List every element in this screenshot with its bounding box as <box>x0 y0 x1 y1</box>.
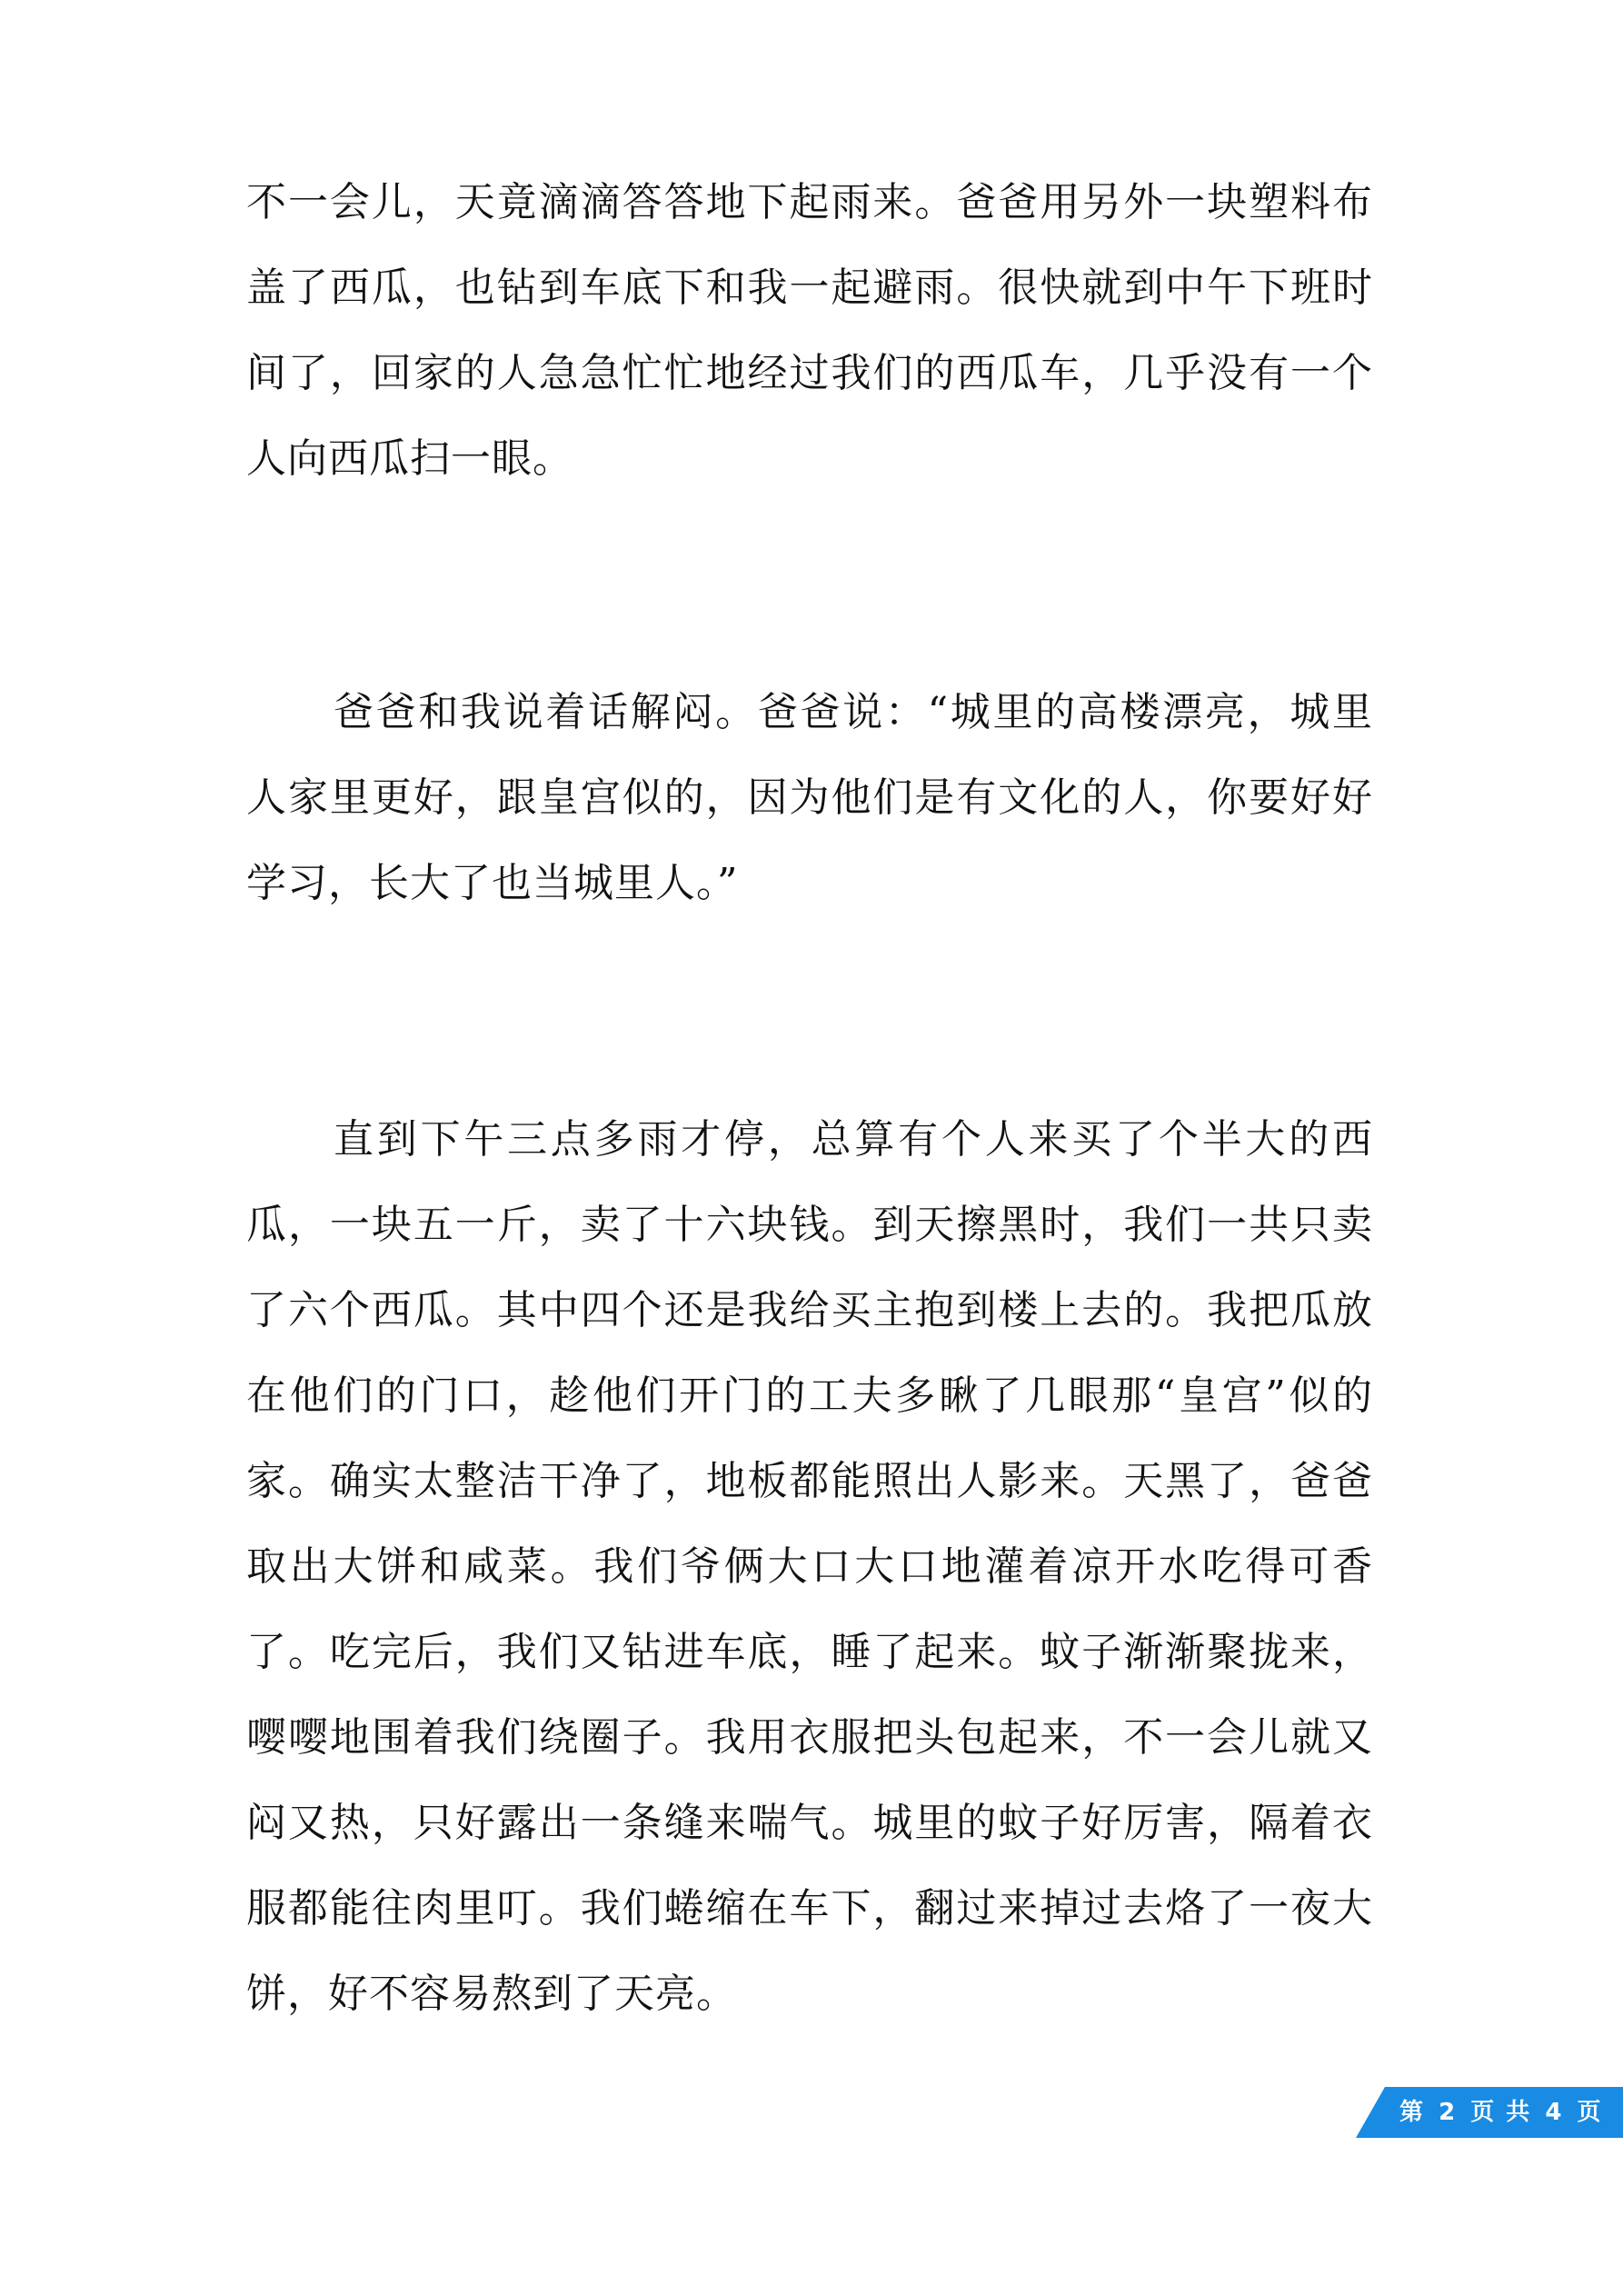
paragraph-1: 不一会儿，天竟滴滴答答地下起雨来。爸爸用另外一块塑料布盖了西瓜，也钻到车底下和我一起避雨。很快就到中午下班时间了，回家的人急急忙忙地经过我们的西瓜车，几乎没有一个人向西瓜扫一眼。 <box>246 179 1373 482</box>
paragraph-3: 直到下午三点多雨才停，总算有个人来买了个半大的西瓜，一块五一斤，卖了十六块钱。到天擦黑时，我们一共只卖了六个西瓜。其中四个还是我给买主抱到楼上去的。我把瓜放在他们的门口，趁他们开门的工夫多瞅了几眼那“皇宫”似的家。确实太整洁干净了，地板都能照出人影来。天黑了，爸爸取出大饼和咸菜。我们爷俩大口大口地灌着凉开水吃得可香了。吃完后，我们又钻进车底，睡了起来。蚊子渐渐聚拢来，嘤嘤地围着我们绕圈子。我用衣服把头包起来，不一会儿就又闷又热，只好露出一条缝来喘气。城里的蚊子好厉害，隔着衣服都能往肉里叮。我们蜷缩在车下，翻过来掉过去烙了一夜大饼，好不容易熬到了天亮。 <box>246 1116 1373 2017</box>
page-suffix: 页 <box>1577 2099 1603 2126</box>
page-middle-text: 页 共 <box>1470 2099 1532 2126</box>
total-pages-number: 4 <box>1545 2099 1564 2126</box>
page-prefix: 第 <box>1399 2099 1426 2126</box>
current-page-number: 2 <box>1439 2099 1458 2126</box>
page-number-label <box>1399 2087 1603 2138</box>
paragraph-2: 爸爸和我说着话解闷。爸爸说：“城里的高楼漂亮，城里人家里更好，跟皇宫似的，因为他们是有文化的人，你要好好学习，长大了也当城里人。” <box>246 689 1373 906</box>
